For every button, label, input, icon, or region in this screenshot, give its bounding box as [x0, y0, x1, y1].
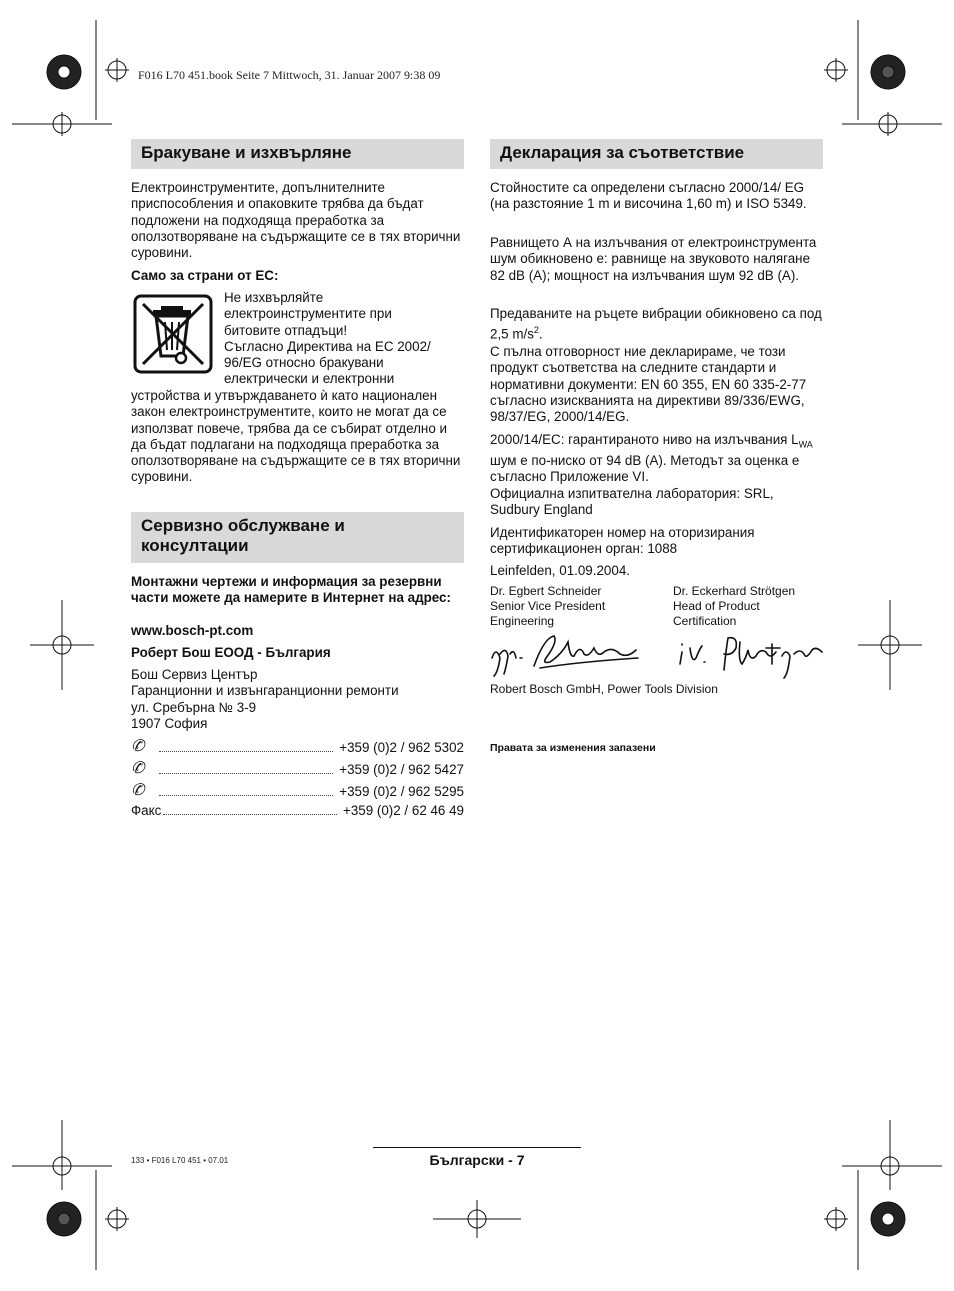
- disposal-intro: Електроинструментите, допълнителните приспособления и опаковките трябва да бъдат подложени на подходяща преработка за оползотворяване на съдържащите се в тях вторични суровини.: [131, 180, 461, 261]
- service-heading-line-2: консултации: [141, 536, 249, 555]
- declaration-p5: [490, 432, 823, 486]
- declaration-p6: Официална изпитвателна лаборатория: SRL, Sudbury England: [490, 486, 774, 518]
- phone-row: [131, 758, 464, 777]
- company-name: Роберт Бош ЕООД - България: [131, 645, 331, 660]
- crossed-bin-icon: [133, 294, 213, 374]
- declaration-p3: [490, 306, 823, 343]
- phone-number: +359 (0)2 / 962 5427: [339, 762, 464, 777]
- weee-line-2: електроинструментите при: [224, 306, 392, 322]
- eu-only-label: Само за страни от ЕС:: [131, 268, 279, 283]
- phone-number: +359 (0)2 / 962 5295: [339, 784, 464, 799]
- noise-text-b: шум е по-ниско от 94 dB (A). Методът за оценка е съгласно Приложение VI.: [490, 452, 800, 485]
- print-header: F016 L70 451.book Seite 7 Mittwoch, 31. Januar 2007 9:38 09: [138, 68, 441, 82]
- disposal-heading: Бракуване и изхвърляне: [131, 139, 464, 169]
- footer-code: 133 • F016 L70 451 • 07.01: [131, 1156, 229, 1165]
- phone-row: [131, 736, 464, 755]
- leader-dots: [159, 773, 333, 774]
- address-line-3: ул. Сребърна № 3-9: [131, 699, 257, 715]
- signer-1-title-2: Engineering: [490, 614, 555, 628]
- declaration-p1: Стойностите са определени съгласно 2000/14/ EG (на разстояние 1 m и височина 1,60 m) и ISO 5349.: [490, 180, 807, 212]
- signer-1-name: Dr. Egbert Schneider: [490, 584, 602, 598]
- vibration-text: Предаваните на ръцете вибрации обикновено са под 2,5 m/s: [490, 306, 822, 342]
- page-number: Български - 7: [373, 1147, 581, 1168]
- signature-1-icon: [488, 628, 643, 678]
- weee-line-3: битовите отпадъци!: [224, 322, 348, 338]
- signer-2-title-1: Head of Product: [673, 599, 760, 613]
- service-heading-line-1: Сервизно обслужване и: [141, 516, 345, 535]
- address-line-2: Гаранционни и извънгаранционни ремонти: [131, 683, 399, 699]
- fax-row: [131, 803, 464, 818]
- weee-line-4: Съгласно Директива на ЕС 2002/: [224, 338, 431, 354]
- leader-dots: [159, 751, 333, 752]
- phone-icon: ✆: [131, 758, 145, 777]
- vibration-end: .: [538, 326, 543, 342]
- signer-2: [673, 584, 795, 629]
- phone-icon: ✆: [131, 780, 145, 799]
- signer-2-name: Dr. Eckerhard Strötgen: [673, 584, 796, 598]
- phone-icon: ✆: [131, 736, 145, 755]
- division-name: Robert Bosch GmbH, Power Tools Division: [490, 682, 718, 696]
- fax-number: +359 (0)2 / 62 46 49: [343, 803, 464, 818]
- address-line-4: 1907 София: [131, 715, 208, 731]
- weee-text-block: [224, 290, 464, 388]
- declaration-p7: Идентификаторен номер на оторизирания сертификационен орган: 1088: [490, 525, 755, 557]
- fax-label: Факс: [131, 803, 162, 818]
- weee-line-5: 96/EG относно бракувани: [224, 355, 384, 371]
- phone-number: +359 (0)2 / 962 5302: [339, 740, 464, 755]
- rights-reserved: Правата за изменения запазени: [490, 742, 656, 754]
- weee-line-1: Не изхвърляйте: [224, 290, 324, 305]
- service-heading: [131, 512, 464, 563]
- noise-text-a: 2000/14/EC: гарантираното ниво на излъчвания L: [490, 432, 799, 447]
- vibration-sup: 2: [533, 325, 539, 336]
- service-address: [131, 667, 464, 732]
- parts-info: Монтажни чертежи и информация за резервни части можете да намерите в Интернет на адрес:: [131, 574, 451, 606]
- signature-2-icon: [676, 630, 826, 680]
- website-link[interactable]: www.bosch-pt.com: [131, 623, 254, 638]
- declaration-p4: С пълна отговорност ние декларираме, че този продукт съответства на следните стандарти и нормативни документи: EN 60 355, EN 60 335-2-77 съгласно изискванията на директиви 89/336/EWG, 98/37/EG, 2000/14/EG.: [490, 344, 807, 425]
- signer-1-title-1: Senior Vice President: [490, 599, 606, 613]
- leader-dots: [159, 795, 333, 796]
- signer-1: [490, 584, 605, 629]
- declaration-p2: Равнището А на излъчвания от електроинструмента шум обикновено е: равнище на звуковото налягане 82 dB (A); мощност на излъчвания шум 92 dB (A).: [490, 235, 817, 283]
- phone-row: [131, 780, 464, 799]
- declaration-date: Leinfelden, 01.09.2004.: [490, 563, 630, 578]
- weee-text-rest: устройства и утвърждаването ѝ като национален закон електроинструментите, които не могат да се използват повече, трябва да се събират отделно и да бъдат подлагани на подходяща преработка за оползотворяване на съдържащите се в тях вторични суровини.: [131, 388, 461, 485]
- declaration-heading: Декларация за съответствие: [490, 139, 823, 169]
- noise-sub: WA: [798, 439, 813, 450]
- leader-dots: [163, 814, 337, 815]
- signer-2-title-2: Certification: [673, 614, 737, 628]
- address-line-1: Бош Сервиз Център: [131, 667, 258, 682]
- weee-line-6: електрически и електронни: [224, 371, 395, 387]
